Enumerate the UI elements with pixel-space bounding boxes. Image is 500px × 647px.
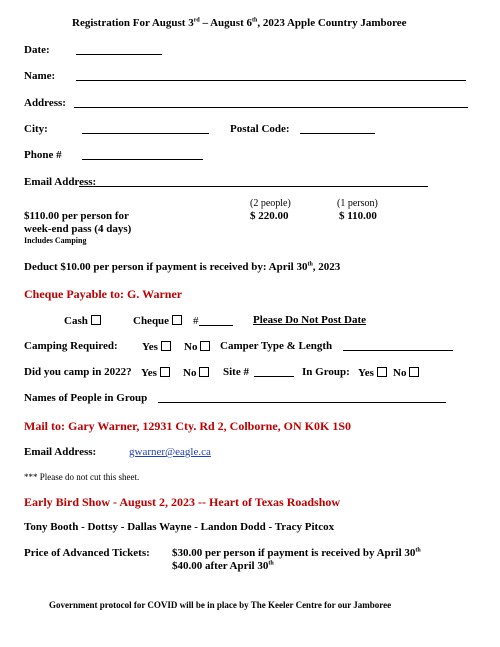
camp-2022-yes-checkbox[interactable] (160, 367, 170, 377)
cheque-number-field[interactable] (199, 315, 233, 326)
price-one-person: $ 110.00 (339, 210, 377, 222)
page-title (72, 18, 407, 29)
phone-label: Phone # (24, 149, 62, 161)
title-sup: th (252, 17, 258, 24)
early-bird-show (24, 496, 340, 508)
email-field[interactable] (79, 186, 428, 187)
advanced-price-sup: th (415, 547, 421, 554)
camping-no-option (184, 341, 210, 353)
camp-2022-no-option (183, 367, 209, 379)
names-group-field[interactable] (158, 402, 446, 403)
mail-to-address: Mail to: Gary Warner, 12931 Cty. Rd 2, Colborne, ON K0K 1S0 (24, 419, 351, 433)
covid-footer: Government protocol for COVID will be in place by The Keeler Centre for our Jamboree (49, 600, 392, 610)
price-line-1: $110.00 per person for (24, 210, 129, 222)
title-text: Registration For August 3 (72, 17, 194, 29)
cut-note: *** Please do not cut this sheet. (24, 472, 140, 482)
group-no-option (393, 367, 419, 379)
city-field[interactable] (82, 133, 209, 134)
title-sup: rd (193, 17, 200, 24)
contact-email-link[interactable]: gwarner@eagle.ca (129, 446, 211, 458)
two-people-header: (2 people) (250, 198, 291, 209)
deduct-sup: th (307, 261, 313, 268)
group-yes-checkbox[interactable] (377, 367, 387, 377)
early-bird-text: -- (195, 495, 207, 509)
phone-field[interactable] (82, 159, 203, 160)
early-bird-text: Early Bird Show - August 2, 2023 (24, 495, 196, 509)
group-no-label: No (393, 367, 407, 379)
email-label: Email Address: (24, 176, 97, 188)
camping-no-label: No (184, 341, 198, 353)
early-bird-text: Heart of Texas Roadshow (206, 495, 341, 509)
cheque-label: Cheque (133, 315, 170, 327)
advanced-price-text: $30.00 per person if payment is received by April 30 (172, 547, 416, 559)
deduct-text: Deduct $10.00 per person if payment is received by: April 30 (24, 261, 308, 273)
site-number-label: Site # (223, 366, 249, 378)
cheque-payable: Cheque Payable to: G. Warner (24, 287, 183, 301)
cheque-option (133, 315, 182, 327)
deduct-text: , 2023 (312, 261, 341, 273)
price-line-2: week-end pass (4 days) (24, 223, 132, 235)
camp-2022-label: Did you camp in 2022? (24, 366, 132, 378)
site-number (223, 367, 249, 378)
address-label: Address: (24, 97, 66, 109)
cash-option (64, 315, 101, 327)
group-yes-option (358, 367, 387, 379)
advanced-price-line-1 (172, 548, 421, 559)
cheque-number (193, 315, 233, 327)
in-group-label: In Group: (302, 366, 350, 378)
cash-label: Cash (64, 315, 88, 327)
camp-2022-no-label: No (183, 367, 197, 379)
names-group-label: Names of People in Group (24, 392, 148, 404)
postal-code-field[interactable] (300, 133, 375, 134)
price-two-people: $ 220.00 (250, 210, 289, 222)
cheque-checkbox[interactable] (172, 315, 182, 325)
camper-type-field[interactable] (343, 350, 453, 351)
title-text: , 2023 Apple Country Jamboree (257, 17, 407, 29)
camp-2022-yes-label: Yes (141, 367, 157, 379)
date-label: Date: (24, 44, 50, 56)
camping-yes-option (142, 341, 171, 353)
camping-no-checkbox[interactable] (200, 341, 210, 351)
camp-2022-no-checkbox[interactable] (199, 367, 209, 377)
cash-checkbox[interactable] (91, 315, 101, 325)
address-field[interactable] (74, 107, 468, 108)
city-label: City: (24, 123, 48, 135)
post-date-notice: Please Do Not Post Date (253, 314, 367, 326)
postal-code-label: Postal Code: (230, 123, 290, 135)
performers-list: Tony Booth - Dottsy - Dallas Wayne - Landon Dodd - Tracy Pitcox (24, 521, 335, 533)
deduct-notice (24, 262, 340, 273)
price-line-3: Includes Camping (24, 236, 87, 245)
one-person-header: (1 person) (337, 198, 378, 209)
camping-required-label: Camping Required: (24, 340, 118, 352)
site-number-field[interactable] (254, 376, 294, 377)
cheque-number-label: # (193, 315, 199, 327)
title-text: – August 6 (199, 17, 252, 29)
advanced-price-line-2 (172, 561, 274, 572)
advanced-price-text: $40.00 after April 30 (172, 560, 269, 572)
group-no-checkbox[interactable] (409, 367, 419, 377)
name-label: Name: (24, 70, 56, 82)
camp-2022-yes-option (141, 367, 170, 379)
camping-yes-label: Yes (142, 341, 158, 353)
date-field[interactable] (76, 54, 162, 55)
name-field[interactable] (76, 80, 466, 81)
group-yes-label: Yes (358, 367, 374, 379)
camper-type-label: Camper Type & Length (220, 340, 333, 352)
advanced-tickets-label: Price of Advanced Tickets: (24, 547, 150, 559)
contact-email-label: Email Address: (24, 446, 97, 458)
camping-yes-checkbox[interactable] (161, 341, 171, 351)
advanced-price-sup: th (268, 560, 274, 567)
